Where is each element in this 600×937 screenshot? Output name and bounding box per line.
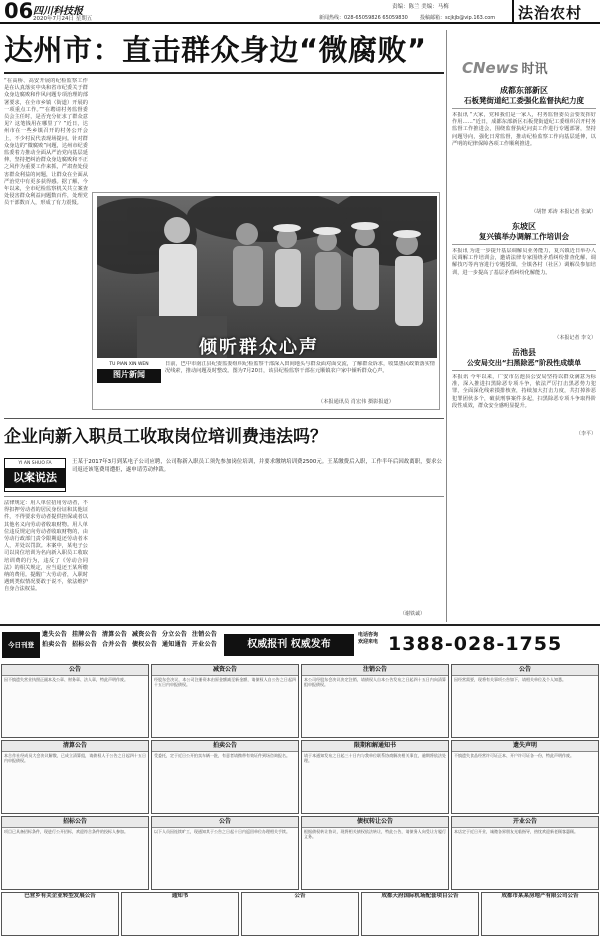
news-item (452, 86, 596, 216)
ad-notice-cell (1, 664, 149, 738)
ad-notice-body: 本合作社经成员大会决议解散，已成立清算组，请债权人于公告之日起四十五日内申报债权。 (4, 753, 146, 764)
ad-notice-title: 拍卖公告 (152, 741, 298, 752)
ad-notice-cell (451, 740, 599, 814)
photo-tag-pinyin: TU PIAN XIN WEN (97, 361, 161, 369)
ad-notice-body: 以下人员因连续旷工，现通知其于公告之日起十日内返回单位办理相关手续。 (154, 829, 290, 834)
case-credit: （谢铁诚） (400, 611, 426, 617)
ad-tag: 减资公告 (132, 631, 158, 638)
item-kicker: 东坡区 (512, 222, 536, 231)
ad-tag: 注销公告 (192, 631, 218, 638)
ad-notice-cell (301, 664, 449, 738)
ad-notice-cell (151, 816, 299, 890)
ad-notice-cell (151, 740, 299, 814)
item-body-continued (452, 444, 596, 620)
ad-bottom-notice (481, 892, 599, 936)
ad-notice-title: 公告 (452, 665, 598, 676)
lead-body-col (180, 78, 264, 188)
ad-notice-body: 因不慎遗失营业执照正副本及公章、财务章、法人章，特此声明作废。 (4, 677, 128, 682)
case-body-col (92, 500, 176, 618)
case-body-col (268, 500, 352, 618)
ad-phone: 1388-028-1755 (388, 633, 563, 655)
ad-tag: 分立公告 (162, 631, 188, 638)
ad-tag: 拍卖公告 (42, 641, 68, 648)
ad-notice-body: 不慎遗失食品经营许可证正本、开户许可证各一份，特此声明作废。 (454, 753, 574, 758)
item-credit: （李平） (575, 431, 596, 437)
lead-body-col: “在高桥、高安开展的纪检监察工作是在认真落实中央和省市纪委关于群众身边腐败和作风问题专项治理的部署要求，在全市乡镇（街道）开展的一项重点工作。”“在聘请村务监督委员会主任时，是否充分征求了群众意见？这笔钱用在哪里了？”近日，达州市在一些乡镇召开的村务公开会上，不少村民代表现场提问。针对群众身边的“微腐败”问题，达州市纪委监委着力推动全面从严治党向基层延伸，坚持把纠治群众身边腐败和不正之风作为重要工作来抓，严肃查处侵害群众利益的问题，让群众在全面从严治党中有更多获得感。据了解，今年以来，全市纪检监察机关共立案查处侵害群众利益问题数百件，处理党员干部数百人，形成了有力震慑。 (4, 78, 88, 207)
email: 投稿邮箱：scjkjb@vip.163.com (420, 15, 496, 21)
ad-notice-title: 开业公告 (452, 817, 598, 828)
cnews-logo-b: 时讯 (521, 62, 548, 77)
ad-bottom-title: 公告 (294, 893, 306, 899)
case-badge-pinyin: YI AN SHUO FA (18, 461, 52, 466)
ad-notice-cell (451, 664, 599, 738)
ad-notice-body: 因经营需要，现将有关事项公告如下，请相关单位及个人知悉。 (454, 677, 566, 682)
ad-bottom-notice (121, 892, 239, 936)
lead-body-col (92, 78, 176, 188)
masthead (0, 0, 600, 24)
ad-notice-cell (151, 664, 299, 738)
ad-bottom-title: 通知书 (171, 893, 189, 899)
ad-notice-title: 公告 (152, 817, 298, 828)
section-name: 法治农村 (518, 4, 583, 22)
item-credit: （胡智 邓涛 本报记者 张斌） (531, 209, 596, 215)
ad-notice-title: 公告 (2, 665, 148, 676)
ad-tag: 合并公告 (102, 641, 128, 648)
item-credit: （本报记者 李文） (554, 335, 596, 341)
item-title: 公安局交出“扫黑除恶”阶段性成绩单 (452, 358, 596, 371)
ad-notice-body: 经股东会决议，本公司注册资本由原金额减至新金额，请债权人自公告之日起四十五日内申报债权。 (154, 677, 296, 688)
ad-notice-cell (301, 816, 449, 890)
ad-bottom-notice (241, 892, 359, 936)
ad-slogan: 权威报刊 权威发布 (224, 634, 354, 656)
ad-notice-title: 债权转让公告 (302, 817, 448, 828)
ad-bottom-notice (361, 892, 479, 936)
case-headline: 企业向新入职员工收取岗位培训费违法吗？ (4, 427, 327, 447)
ad-grid (0, 664, 600, 937)
case-badge (4, 458, 66, 492)
ad-notice-body: 请于本通知发布之日起三十日内与我单位联系协商解决相关事宜，逾期将依法处理。 (304, 753, 446, 764)
ad-notice-title: 限期和解通知书 (302, 741, 448, 752)
lead-headline: 达州市：直击群众身边“微腐败” (4, 33, 427, 67)
ad-phone-note: 电话咨询 欢迎来电 (358, 632, 379, 645)
paper-name: 四川科技报 (33, 6, 83, 17)
ad-notice-body: 根据债权转让协议，现将相关债权依法转让，特此公告，请债务人向受让方履行义务。 (304, 829, 446, 840)
ad-bottom-notice (1, 892, 119, 936)
page-number: 06 (4, 0, 34, 23)
ad-tags (42, 630, 222, 660)
item-title: 复兴镇举办调解工作培训会 (452, 232, 596, 245)
date-line: 2020年7月24日 星期五 (33, 16, 93, 22)
ad-notice-title: 招标公告 (2, 817, 148, 828)
ad-notice-body: 本店定于近日开业，诚邀各界朋友光临指导，热忱欢迎新老顾客惠顾。 (454, 829, 578, 834)
ad-notice-title: 清算公告 (2, 741, 148, 752)
ad-banner (0, 628, 600, 662)
ad-notice-title: 注销公告 (302, 665, 448, 676)
item-body: 本报讯 “大家，党和我们是一家人，村务监督委员会要发挥好作用……”近日，成都东部新区石板凳街道纪工委组织召开村务监督工作推进会，围绕监督执纪问责工作进行专题部署，坚持问题导向，强化日常监督，推动纪检监察工作向基层延伸，以严明的纪律保障各项工作顺利推进。 (452, 112, 596, 147)
ad-tag: 招标公告 (72, 641, 98, 648)
ad-tag: 挂牌公告 (72, 631, 98, 638)
case-body-col (356, 500, 442, 610)
news-item (452, 348, 596, 440)
photo-news-box (92, 192, 440, 410)
ad-bottom-title: 成都市某某房地产有限公司公告 (501, 893, 579, 899)
case-body-col (180, 500, 264, 618)
ad-notice-cell (301, 740, 449, 814)
photo-tag-label: 图片新闻 (113, 370, 145, 379)
ad-notice-title: 遗失声明 (452, 741, 598, 752)
ad-notice-body: 受委托，定于近日公开拍卖车辆一批，有意者请携带有效证件到场咨询报名。 (154, 753, 290, 758)
ad-tag: 通知通告 (162, 641, 188, 648)
ad-tag: 开业公告 (192, 641, 218, 648)
lead-body-col (268, 78, 352, 188)
photo-caption-text: 日前，巴中市南江县纪委监委组织纪检监察干部深入田间地头与群众面对面交流，了解群众诉求，收集惠民政策落实情况线索，推动问题及时整改。图为7月20日，该县纪检监察干部在元顺镇农户家中倾听群众心声。 (165, 361, 435, 374)
hotline: 新闻热线：028-65059826 65059830 (319, 15, 408, 21)
item-body: 本报讯 今年以来，广安市岳池县公安局坚持以群众满意为标准，深入推进扫黑除恶专项斗争，依法严厉打击黑恶势力犯罪，全面深化线索摸排核查，持续加大打击力度，共打掉涉恶犯罪团伙多个，破获刑事案件多起，扫黑除恶专项斗争取得阶段性成效，群众安全感明显提升。 (452, 374, 596, 409)
item-title: 石板凳街道纪工委强化监督执纪力度 (452, 96, 596, 109)
case-body-col: 法律规定：用人单位招用劳动者，不得扣押劳动者的居民身份证和其他证件，不得要求劳动者提供担保或者以其他名义向劳动者收取财物。用人单位违反规定向劳动者收取财物的，由劳动行政部门责令限期退还劳动者本人，并处以罚款。本案中，某电子公司以岗位培训为名向新入职员工收取培训费的行为，违反了《劳动合同法》的相关规定，应当退还王某所缴纳的费用。提醒广大劳动者，入职时遇到类似情况要敢于说不，依法维护自身合法权益。 (4, 500, 88, 593)
ad-notice-cell (1, 816, 149, 890)
ad-notice-cell (451, 816, 599, 890)
photo-caption-big: 倾听群众心声 (199, 337, 319, 358)
lead-body-col (356, 78, 440, 188)
news-item (452, 222, 596, 342)
ad-slogan-small: 今日刊登 (2, 632, 40, 658)
case-badge-label: 以案说法 (5, 468, 65, 488)
cnews-logo-a: CNews (462, 59, 519, 77)
ad-notice-cell (1, 740, 149, 814)
photo-credit: （本报通讯员 肖宏伟 摄影报道） (318, 399, 394, 405)
item-body: 本报讯 为进一步提升基层调解员业务能力，复兴镇近日举办人民调解工作培训会，邀请法律专家围绕矛盾纠纷排查化解、调解技巧等内容进行专题授课，全镇各村（社区）调解员参加培训，进一步提高了基层矛盾纠纷化解能力。 (452, 248, 596, 276)
ad-bottom-title: 成都天府国际机场配套项目公告 (381, 893, 459, 899)
photo-tag (97, 361, 161, 383)
ad-bottom-title: 巴营乡有关企业转型发展公告 (24, 893, 96, 899)
ad-tag: 债权公告 (132, 641, 158, 648)
ad-tag: 遗失公告 (42, 631, 68, 638)
ad-notice-body: 本公司经股东会决议决定注销，请债权人自本公告发布之日起四十五日内向清算组申报债权。 (304, 677, 446, 688)
item-kicker: 成都东部新区 (500, 86, 548, 95)
ad-notice-title: 减资公告 (152, 665, 298, 676)
cnews-logo (462, 58, 594, 84)
ad-notice-body: 项目已具备招标条件，现进行公开招标，欢迎符合条件的投标人参加。 (4, 829, 128, 834)
editors: 责编：陈兰 美编：马梅 (392, 4, 449, 10)
ad-tag: 清算公告 (102, 631, 128, 638)
item-kicker: 岳池县 (512, 348, 536, 357)
case-summary: 王某于2017年3月到某电子公司应聘，公司称新入职员工须先参加岗位培训，并要求缴纳培训费2500元。王某缴费后入职，工作半年后因故离职，要求公司返还该笔费用遭拒，遂申请劳动仲裁。 (72, 459, 442, 473)
